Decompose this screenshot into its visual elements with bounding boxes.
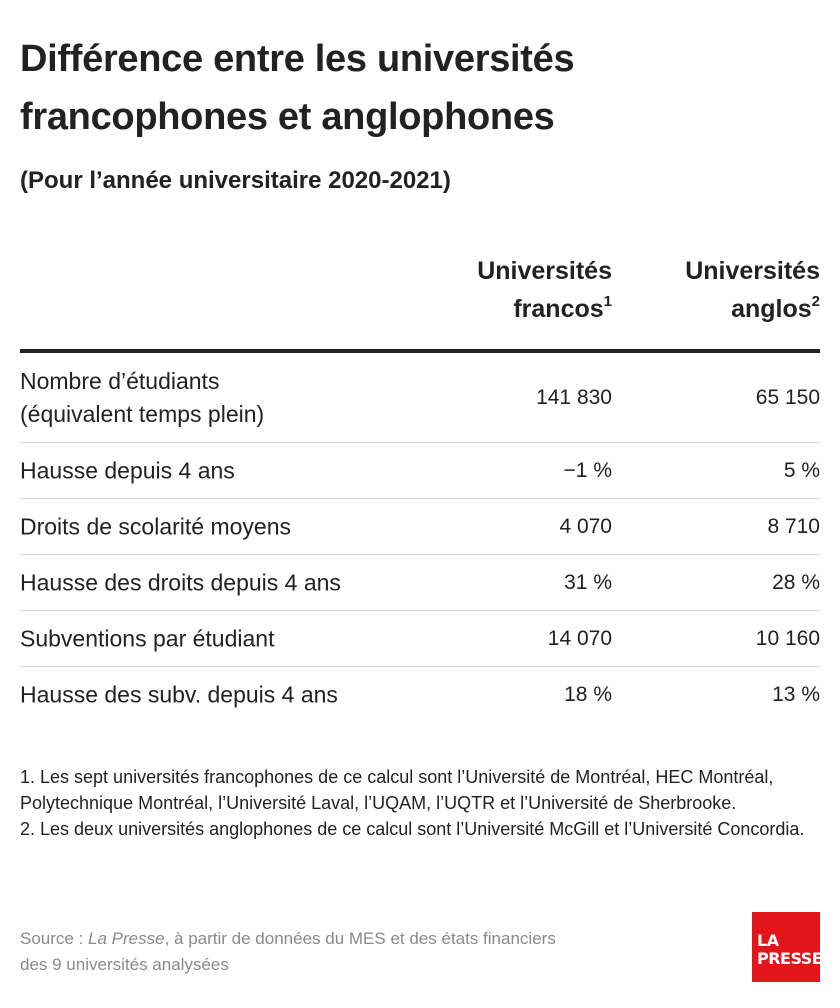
footnotes [20, 764, 820, 842]
page-title [20, 30, 800, 146]
value-anglos: 10 160 [755, 626, 820, 650]
source-publication: La Presse [88, 929, 165, 948]
column-header-francos [477, 252, 612, 328]
table-row [20, 667, 820, 722]
column-header-line1: Universités [685, 257, 820, 285]
value-anglos: 13 % [772, 682, 820, 706]
column-header-anglos [685, 252, 820, 328]
row-label: Hausse des droits depuis 4 ans [20, 569, 341, 595]
table-row [20, 499, 820, 555]
subtitle: (Pour l’année universitaire 2020-2021) [20, 167, 451, 194]
column-header-line1: Universités [477, 257, 612, 285]
footnote-marker: 1 [603, 292, 612, 310]
column-header-line2: anglos [731, 295, 812, 323]
logo-line2: PRESSE [757, 949, 823, 968]
source-prefix: Source : [20, 929, 89, 948]
footnote-2: 2. Les deux universités anglophones de ce calcul sont l’Université McGill et l’Université Concordia. [20, 819, 805, 839]
footnote-marker: 2 [811, 292, 820, 310]
value-francos: 141 830 [536, 385, 612, 409]
row-label: Droits de scolarité moyens [20, 513, 291, 539]
source-rest-line2: des 9 universités analysées [20, 955, 229, 974]
value-anglos: 65 150 [755, 385, 820, 409]
title-line-2: francophones et anglophones [20, 96, 555, 138]
value-francos: 18 % [564, 682, 612, 706]
value-francos: 14 070 [547, 626, 612, 650]
table-row [20, 611, 820, 667]
row-label-line2: (équivalent temps plein) [20, 400, 265, 427]
title-line-1: Différence entre les universités [20, 38, 575, 80]
value-anglos: 8 710 [767, 514, 820, 538]
source-rest-line1: , à partir de données du MES et des états financiers [164, 929, 556, 948]
footnote-1: 1. Les sept universités francophones de ce calcul sont l’Université de Montréal, HEC Montréal, Polytechnique Montréal, l’Université Laval, l’UQAM, l’UQTR et l’Université de Sherbrooke. [20, 767, 774, 813]
infographic [20, 0, 823, 1008]
value-francos: −1 % [563, 458, 612, 482]
value-francos: 4 070 [559, 514, 612, 538]
row-label-line1: Nombre d’étudiants [20, 367, 220, 394]
data-table [20, 353, 820, 722]
row-label [20, 365, 460, 431]
table-row [20, 353, 820, 443]
value-francos: 31 % [564, 570, 612, 594]
logo-line1: LA [757, 931, 779, 950]
value-anglos: 28 % [772, 570, 820, 594]
row-label: Hausse des subv. depuis 4 ans [20, 681, 338, 707]
value-anglos: 5 % [783, 458, 820, 482]
table-row [20, 555, 820, 611]
la-presse-logo [752, 912, 823, 982]
row-label: Hausse depuis 4 ans [20, 457, 235, 483]
source-credit [20, 926, 640, 978]
column-header-line2: francos [513, 295, 604, 323]
table-row [20, 443, 820, 499]
row-label: Subventions par étudiant [20, 625, 275, 651]
